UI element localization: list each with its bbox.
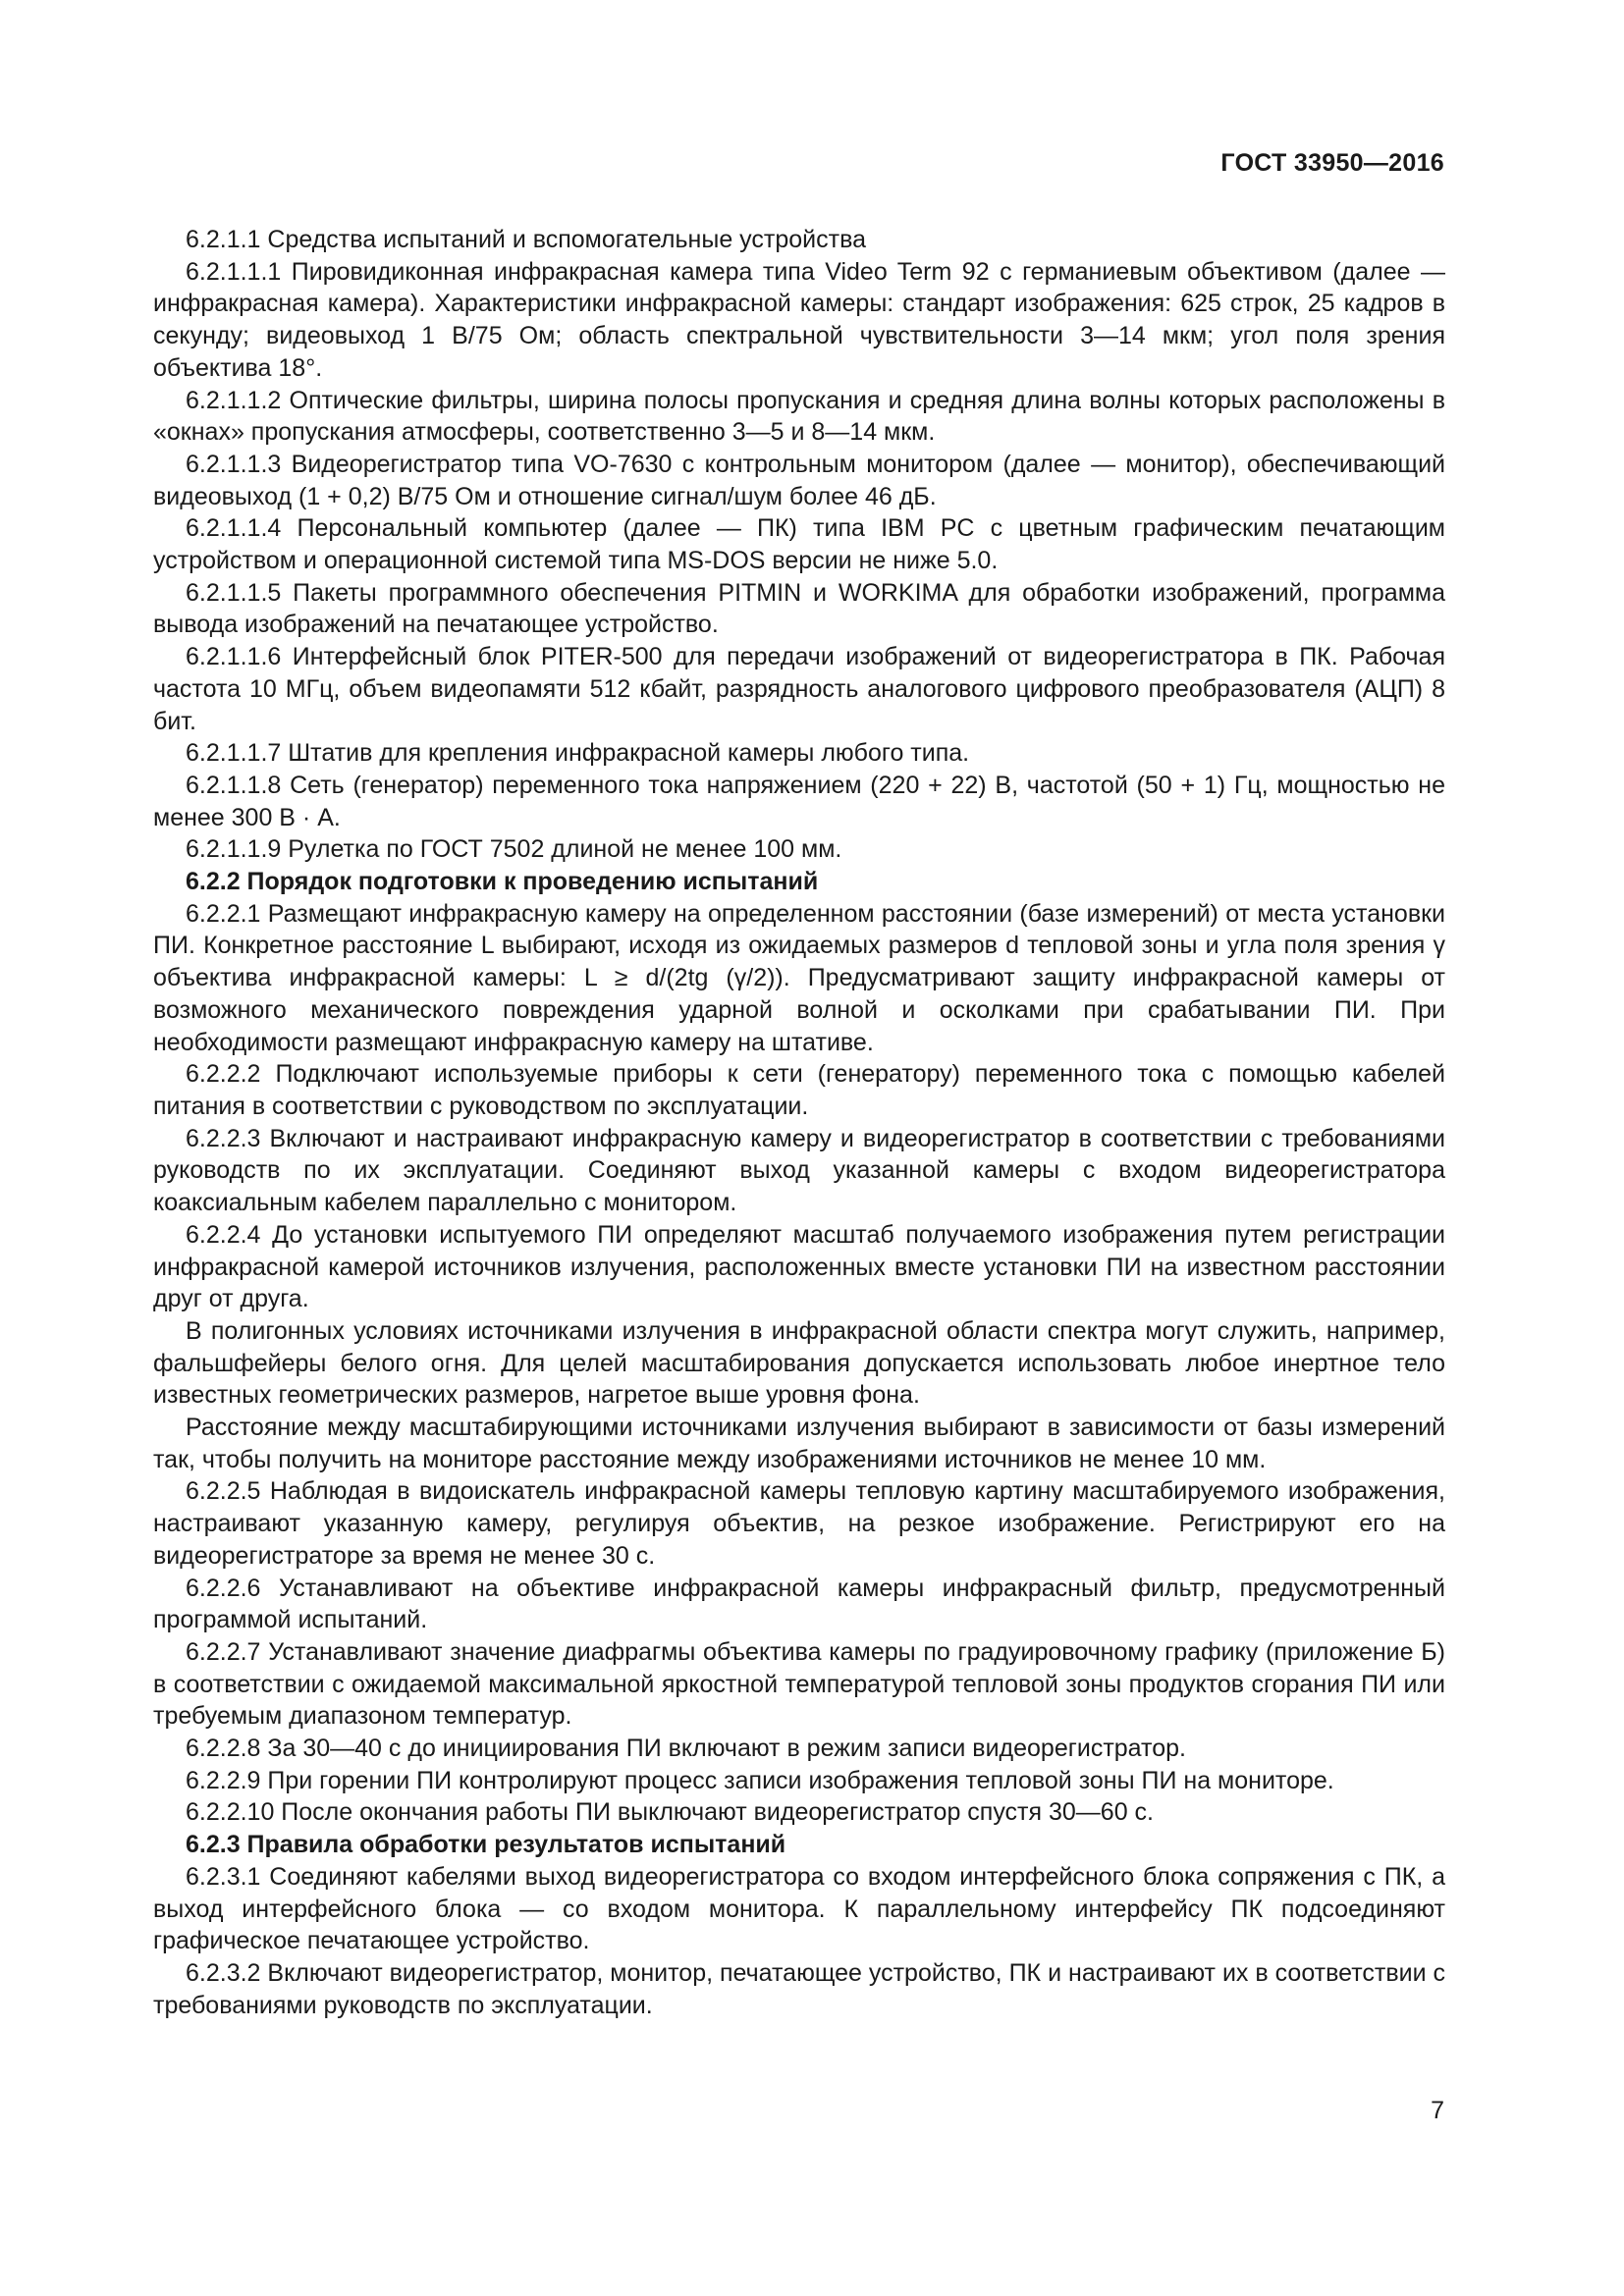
paragraph: 6.2.1.1.6 Интерфейсный блок PITER-500 для передачи изображений от видеорегистратора в ПК. Рабочая частота 10 МГц, объем видеопамяти 512 кбайт, разрядность аналогового цифрового преобразователя (АЦП) 8 бит. (153, 643, 1445, 735)
paragraph: 6.2.3.2 Включают видеорегистратор, монитор, печатающее устройство, ПК и настраивают их в соответствии с требованиями руководств по эксплуатации. (153, 1958, 1445, 2019)
paragraph: 6.2.1.1.2 Оптические фильтры, ширина полосы пропускания и средняя длина волны которых расположены в «окнах» пропускания атмосферы, соответственно 3—5 и 8—14 мкм. (153, 386, 1445, 447)
paragraph: 6.2.2.4 До установки испытуемого ПИ определяют масштаб получаемого изображения путем регистрации инфракрасной камерой источников излучения, расположенных вместе установки ПИ на известном расстоянии друг от друга. (153, 1220, 1445, 1313)
paragraph: 6.2.1.1 Средства испытаний и вспомогательные устройства (186, 226, 866, 253)
page-number: 7 (1431, 2097, 1444, 2124)
paragraph: 6.2.2.6 Устанавливают на объективе инфракрасной камеры инфракрасный фильтр, предусмотренный программой испытаний. (153, 1574, 1445, 1634)
paragraph: 6.2.1.1.4 Персональный компьютер (далее — ПК) типа IBM PC с цветным графическим печатающим устройством и операционной системой типа MS-DOS версии не ниже 5.0. (153, 514, 1445, 575)
paragraph: 6.2.2.9 При горении ПИ контролируют процесс записи изображения тепловой зоны ПИ на мониторе. (186, 1766, 1334, 1794)
paragraph: 6.2.2.3 Включают и настраивают инфракрасную камеру и видеорегистратор в соответствии с требованиями руководств по их эксплуатации. Соединяют выход указанной камеры с входом видеорегистратора коаксиальным кабелем параллельно с монитором. (153, 1124, 1445, 1217)
paragraph: 6.2.2.10 После окончания работы ПИ выключают видеорегистратор спустя 30—60 с. (186, 1798, 1154, 1827)
paragraph: В полигонных условиях источниками излучения в инфракрасной области спектра могут служить, например, фальшфейеры белого огня. Для целей масштабирования допускается использовать любое инертное тело известных геометрических размеров, нагретое выше уровня фона. (153, 1316, 1445, 1410)
paragraph: Расстояние между масштабирующими источниками излучения выбирают в зависимости от базы измерений так, чтобы получить на мониторе расстояние между изображениями источников не менее 10 мм. (153, 1414, 1445, 1473)
paragraph: 6.2.3.1 Соединяют кабелями выход видеорегистратора со входом интерфейсного блока сопряжения с ПК, а выход интерфейсного блока — со входом монитора. К параллельному интерфейсу ПК подсоединяют графическое печатающее устройство. (153, 1862, 1445, 1955)
section-heading: 6.2.3 Правила обработки результатов испытаний (186, 1831, 786, 1859)
paragraph: 6.2.2.2 Подключают используемые приборы к сети (генератору) переменного тока с помощью кабелей питания в соответствии с руководством по эксплуатации. (153, 1060, 1445, 1120)
paragraph: 6.2.2.8 За 30—40 с до инициирования ПИ включают в режим записи видеорегистратор. (186, 1735, 1186, 1763)
paragraph: 6.2.2.1 Размещают инфракрасную камеру на определенном расстоянии (базе измерений) от места установки ПИ. Конкретное расстояние L выбирают, исходя из ожидаемых размеров d тепловой зоны и угла поля зрения γ объектива инфракрасной камеры: L ≥ d/(2tg (γ/2)). Предусматривают защиту инфракрасной камеры от возможного механического повреждения ударной волной и осколками при срабатывании ПИ. При необходимости размещают инфракрасную камеру на штативе. (153, 899, 1445, 1056)
paragraph: 6.2.1.1.9 Рулетка по ГОСТ 7502 длиной не менее 100 мм. (186, 835, 842, 864)
section-heading: 6.2.2 Порядок подготовки к проведению испытаний (186, 868, 819, 896)
paragraph: 6.2.1.1.8 Сеть (генератор) переменного тока напряжением (220 + 22) В, частотой (50 + 1) Гц, мощностью не менее 300 В · А. (153, 771, 1445, 831)
paragraph: 6.2.2.7 Устанавливают значение диафрагмы объектива камеры по градуировочному графику (приложение Б) в соответствии с ожидаемой максимальной яркостной температурой тепловой зоны продуктов сгорания ПИ или требуемым диапазоном температур. (153, 1637, 1445, 1731)
standard-header: ГОСТ 33950—2016 (1220, 149, 1444, 177)
paragraph: 6.2.1.1.3 Видеорегистратор типа VO-7630 с контрольным монитором (далее — монитор), обеспечивающий видеовыход (1 + 0,2) В/75 Ом и отношение сигнал/шум более 46 дБ. (153, 450, 1445, 510)
paragraph: 6.2.2.5 Наблюдая в видоискатель инфракрасной камеры тепловую картину масштабируемого изображения, настраивают указанную камеру, регулируя объектив, на резкое изображение. Регистрируют его на видеорегистраторе за время не менее 30 с. (153, 1477, 1445, 1570)
paragraph: 6.2.1.1.7 Штатив для крепления инфракрасной камеры любого типа. (186, 739, 970, 768)
document-body (153, 224, 1445, 2021)
paragraph: 6.2.1.1.1 Пировидиконная инфракрасная камера типа Video Term 92 с германиевым объективом (далее — инфракрасная камера). Характеристики инфракрасной камеры: стандарт изображения: 625 строк, 25 кадров в секунду; видеовыход 1 В/75 Ом; область спектральной чувствительности 3—14 мкм; угол поля зрения объектива 18°. (153, 257, 1445, 382)
paragraph: 6.2.1.1.5 Пакеты программного обеспечения PITMIN и WORKIMA для обработки изображений, программа вывода изображений на печатающее устройство. (153, 578, 1445, 639)
